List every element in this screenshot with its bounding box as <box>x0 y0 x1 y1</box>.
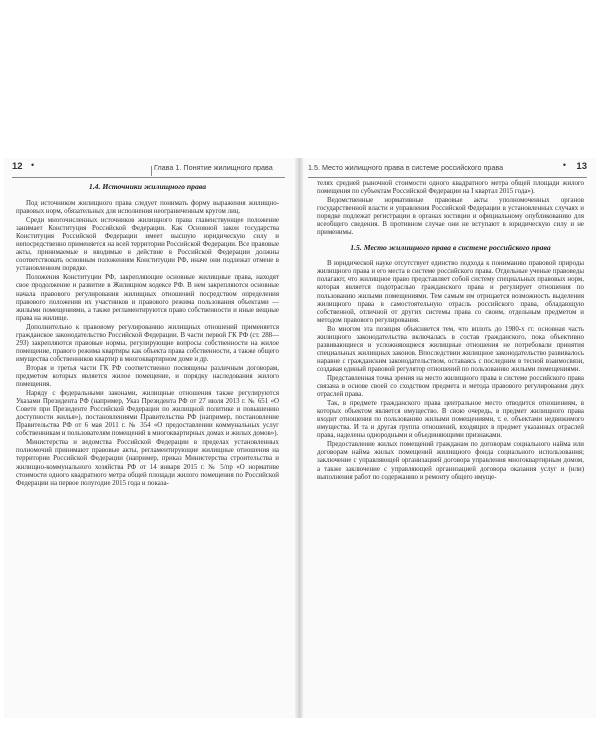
paragraph: Предоставление жилых помещений гражданам по договорам социального найма или договорам найма жилых помещений жилищного фонда социального использования; заключение с управляющей организацией договора управления многоквартирным домом, а также заключение с управляющей организацией договора оказания услуг и (или) выполнения работ по содержанию и ремонту общего имуще- <box>317 441 584 481</box>
paragraph: Представленная точка зрения на место жилищного права в системе российского права связана в основе своей со сходством предмета и метода правового регулирования двух отраслей права. <box>317 374 584 399</box>
paragraph: Ведомственные нормативные правовые акты уполномоченных органов государственной власти и управления Российской Федерации в установленных случаях и порядке подлежат регистрации в органах юстиции и официальному опубликованию для всеобщего сведения. В противном случае они не вступают в юридическую силу и не применимы. <box>317 197 584 237</box>
paragraph: Среди многочисленных источников жилищного права главенствующее положение занимает Конституция Российской Федерации. Как Основной закон государства Конституция Российской Федерации имеет высшую юридическую силу и непосредственно применяется на всей территории Российской Федерации. Все правовые акты, принимаемые и вводимые в действие в Российской Федерации должны соответствовать основным положениям Конституции РФ, иначе они подлежат отмене в установленном порядке. <box>16 217 279 273</box>
paragraph: Вторая и третья части ГК РФ соответственно посвящены различным договорам, предметом которых является жилое помещение, и порядку наследования жилого помещения. <box>16 364 279 389</box>
header-rule <box>308 177 587 178</box>
bullet-marker: • <box>562 160 566 170</box>
paragraph: Так, в предмете гражданского права центральное место отводится отношениям, в которых объектом является имущество. В свою очередь, в предмет жилищного права входит отношения по пользованию жилыми помещениями, т. е. объектами недвижимого имущества. И та и другая группа отношений, входящих в предмет указанных отраслей права, наделены однородными и объединяющими признаками. <box>317 400 584 440</box>
section-title-1-5: 1.5. Место жилищного права в системе российского права <box>350 243 551 253</box>
paragraph: Во многом эта позиция объясняется тем, что вплоть до 1980-х гг. основная часть жилищного законодательства включалась в состав гражданского, пока объективно развивающиеся и усложняющиеся жилищные отношения не потребовали принятия специальных жилищных законов. Впоследствии жилищное законодательство развивалось наравне с гражданским законодательством, оставаясь с последним в тесной взаимосвязи, создавая единый правовой регулятор отношений по пользованию жилыми помещениями. <box>317 325 584 373</box>
section-title-1-4: 1.4. Источники жилищного права <box>88 182 207 191</box>
paragraph: Под источником жилищного права следует понимать форму выражения жилищно-правовых норм, обязательных для исполнения неограниченным кругом лиц. <box>16 200 279 216</box>
left-page-body <box>16 180 279 712</box>
right-page-number: 13 <box>576 161 587 172</box>
right-page <box>303 158 596 718</box>
right-page-body <box>317 180 584 712</box>
header-divider <box>151 166 152 176</box>
left-page-header <box>4 162 295 174</box>
right-page-header <box>303 162 596 174</box>
left-page-number: 12 <box>12 161 23 172</box>
left-page <box>4 158 295 718</box>
paragraph-continued: телях средней рыночной стоимости одного квадратного метра общей площади жилого помещения по субъектам Российской Федерации на I квартал 2015 года»). <box>317 180 584 196</box>
header-rule <box>12 177 285 178</box>
paragraph: Дополнительно к правовому регулированию жилищных отношений применяется гражданское законодательство Российской Федерации. В части первой ГК РФ (ст. 288—293) закрепляются правовые нормы, регулирующие вопросы собственности на жилое помещение, правого режима квартиры как объекта права собственности, а также общего имущества собственников квартир в многоквартирном доме и др. <box>16 323 279 363</box>
paragraph: Наряду с федеральными законами, жилищные отношения также регулируются Указами Президента РФ (например, Указ Президента РФ от 27 июля 2013 г. № 651 «О Совете при Президенте Российской Федерации по жилищной политике и повышению доступности жилья»), постановлениями Правительства РФ (например, постановление Правительства РФ от 6 мая 2011 г. № 354 «О предоставлении коммунальных услуг собственникам и пользователям помещений в многоквартирных домах и жилых домов»). <box>16 390 279 438</box>
book-gutter <box>295 158 303 718</box>
right-running-head: 1.5. Место жилищного права в системе российского права <box>308 163 504 172</box>
paragraph: Положения Конституции РФ, закрепляющие основные жилищные права, находят свое продолжение и развитие в Жилищном кодексе РФ. В нем закрепляются основные начала правового регулирования жилищных отношений посредством определения правового положения их участников и правового режима пользования объектами — жилыми помещениями, а также регламентируются право собственности и иные вещные права на жилище. <box>16 274 279 322</box>
bullet-marker: • <box>31 160 35 170</box>
paragraph: В юридической науке отсутствует единство подхода к пониманию правовой природы жилищного права и его места в системе российского права. Отдельные ученые правоведы полагают, что жилищное право представляет собой систему специальных правовых норм, которая является подотраслью гражданского права и регулирует отношения по пользованию жилыми помещениями. Тем самым им отрицается возможность выделения жилищного права в самостоятельную отрасль российского права, обладающую собственной, отличной от других системы права со своим, отдельным предметом и методом правового регулирования. <box>317 260 584 324</box>
left-running-head: Глава 1. Понятие жилищного права <box>154 163 273 172</box>
paragraph: Министерства и ведомства Российской Федерации в пределах установленных полномочий принимают правовые акты, регламентирующие жилищные отношения на территории Российской Федерации (например, приказ Министерства строительства и жилищно-коммунального хозяйства РФ от 14 января 2015 г. № 5/пр «О нормативе стоимости одного квадратного метра общей площади жилого помещения по Российской Федерации на первое полугодие 2015 года и показа- <box>16 439 279 487</box>
